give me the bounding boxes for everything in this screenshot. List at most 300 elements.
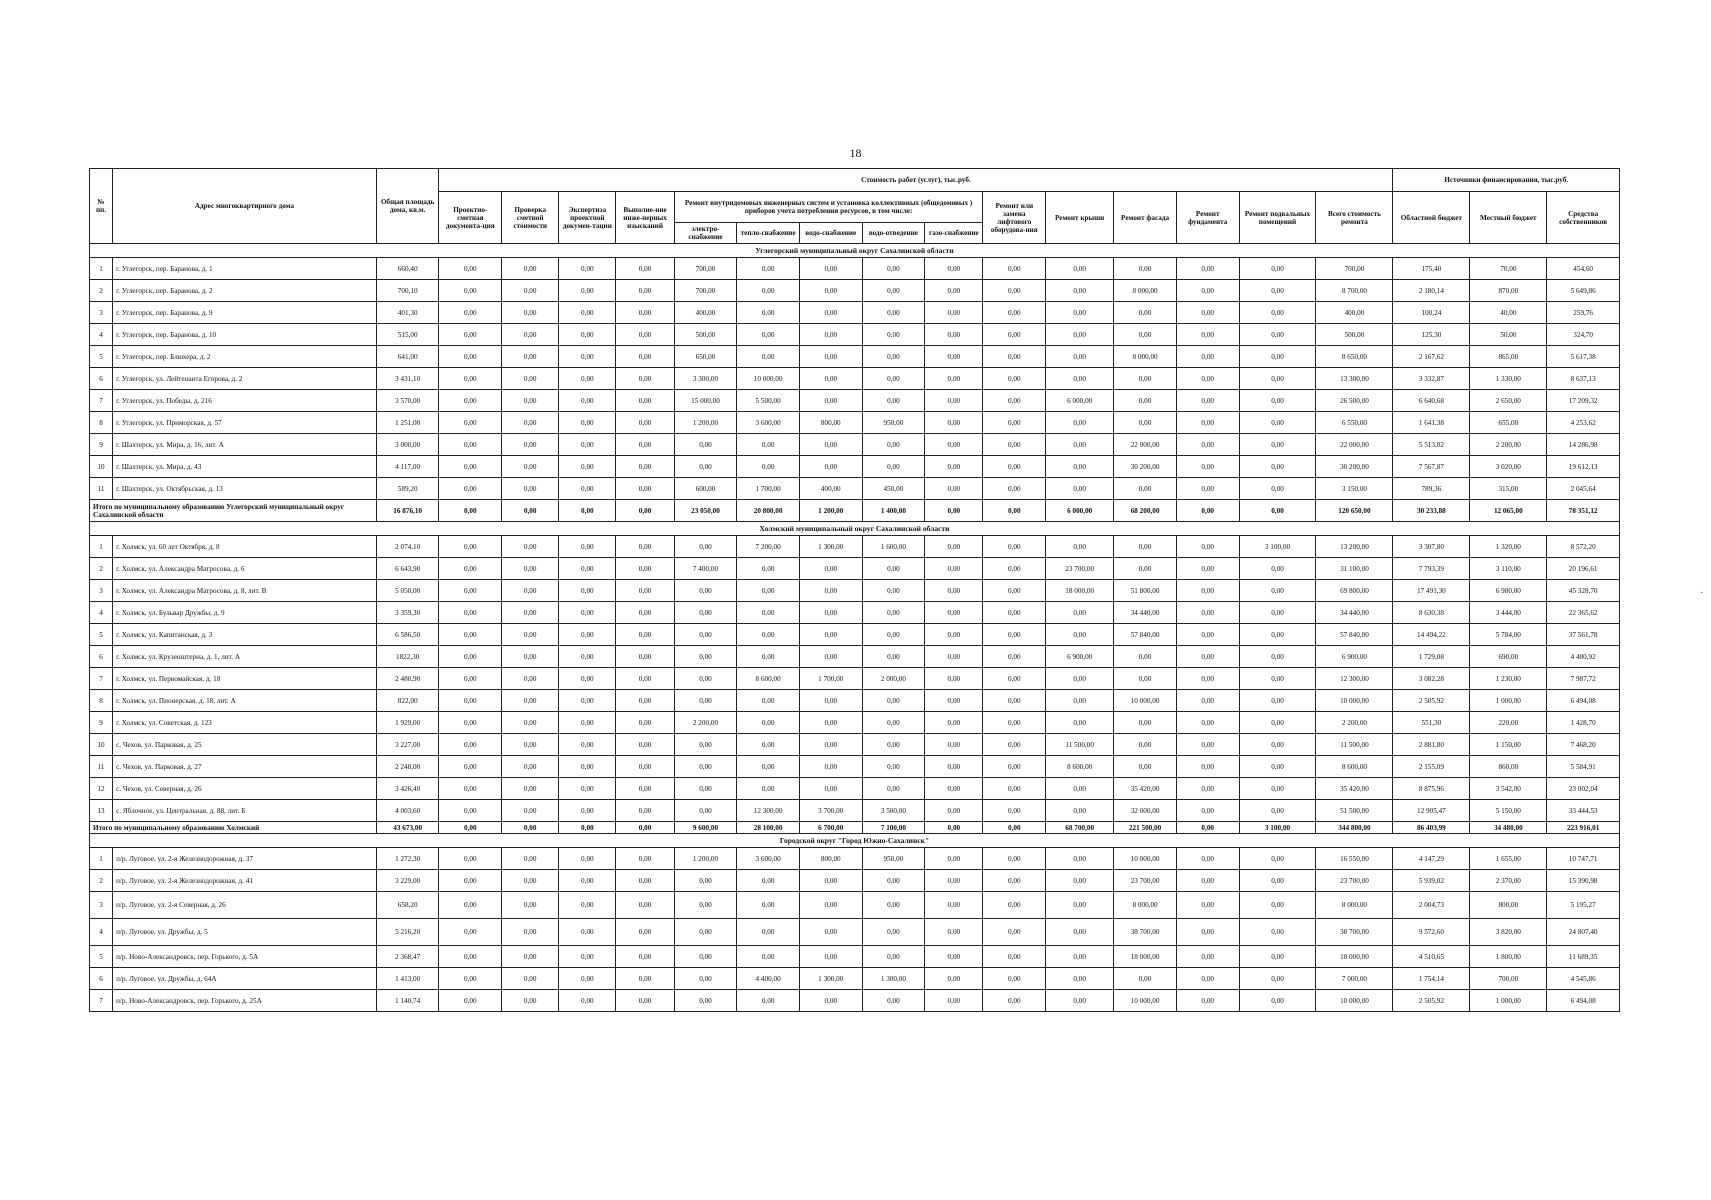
value-cell: 0,00 [559, 919, 616, 946]
value-cell: 0,00 [799, 390, 862, 412]
address-cell: г. Холмск, ул. Александра Матросова, д. 6 [113, 558, 377, 580]
value-cell: 0,00 [439, 258, 502, 280]
value-cell: 0,00 [862, 390, 925, 412]
value-cell: 0,00 [983, 346, 1046, 368]
value-cell: 0,00 [925, 919, 983, 946]
value-cell: 700,00 [1316, 258, 1393, 280]
value-cell: 3 500,00 [862, 800, 925, 822]
row-number: 3 [90, 302, 113, 324]
value-cell: 0,00 [616, 800, 674, 822]
row-number: 5 [90, 624, 113, 646]
value-cell: 0,00 [559, 558, 616, 580]
value-cell: 450,00 [862, 478, 925, 500]
value-cell: 0,00 [925, 324, 983, 346]
table-row [90, 280, 1620, 302]
value-cell: 0,00 [674, 690, 737, 712]
total-cell: 223 916,01 [1547, 822, 1620, 834]
address-cell: п/р. Ново-Александровск, пер. Горького, д. 5А [113, 946, 377, 968]
value-cell: 0,00 [1176, 800, 1239, 822]
table-row [90, 536, 1620, 558]
scan-mark: · [1700, 588, 1704, 599]
value-cell: 0,00 [502, 536, 559, 558]
value-cell: 658,20 [376, 892, 439, 919]
value-cell: 0,00 [502, 624, 559, 646]
value-cell: 0,00 [1046, 302, 1114, 324]
value-cell: 0,00 [616, 412, 674, 434]
value-cell: 0,00 [559, 946, 616, 968]
value-cell: 0,00 [502, 892, 559, 919]
value-cell: 0,00 [799, 602, 862, 624]
table-row [90, 456, 1620, 478]
table-row [90, 390, 1620, 412]
value-cell: 0,00 [502, 280, 559, 302]
value-cell: 0,00 [799, 280, 862, 302]
value-cell: 641,00 [376, 346, 439, 368]
section-header [90, 834, 1620, 848]
value-cell: 10 000,00 [1114, 690, 1177, 712]
total-label: Итого по муниципальному образованию Углегорский муниципальный округ Сахалинской области [90, 500, 377, 522]
value-cell: 0,00 [502, 434, 559, 456]
value-cell: 0,00 [1114, 390, 1177, 412]
value-cell: 0,00 [1239, 778, 1316, 800]
repair-program-table [89, 168, 1620, 1012]
header-basement: Ремонт подвальных помещений [1239, 192, 1316, 244]
value-cell: 0,00 [502, 580, 559, 602]
value-cell: 5 784,00 [1470, 624, 1547, 646]
value-cell: 0,00 [616, 734, 674, 756]
value-cell: 45 328,70 [1547, 580, 1620, 602]
value-cell: 0,00 [1046, 456, 1114, 478]
value-cell: 20 196,61 [1547, 558, 1620, 580]
value-cell: 0,00 [439, 712, 502, 734]
value-cell: 0,00 [925, 778, 983, 800]
value-cell: 8 630,38 [1393, 602, 1470, 624]
value-cell: 0,00 [1114, 412, 1177, 434]
address-cell: г. Углегорск, пер. Баранова, д. 9 [113, 302, 377, 324]
value-cell: 0,00 [559, 368, 616, 390]
value-cell: 0,00 [1239, 478, 1316, 500]
value-cell: 4 510,65 [1393, 946, 1470, 968]
value-cell: 0,00 [1046, 536, 1114, 558]
value-cell: 0,00 [983, 624, 1046, 646]
total-cell: 86 403,99 [1393, 822, 1470, 834]
value-cell: 0,00 [559, 756, 616, 778]
table-row [90, 602, 1620, 624]
value-cell: 38 700,00 [1316, 919, 1393, 946]
value-cell: 0,00 [502, 412, 559, 434]
value-cell: 0,00 [439, 456, 502, 478]
value-cell: 3 110,00 [1470, 558, 1547, 580]
value-cell: 11 689,35 [1547, 946, 1620, 968]
value-cell: 0,00 [1239, 892, 1316, 919]
value-cell: 0,00 [674, 778, 737, 800]
total-cell: 28 100,00 [737, 822, 800, 834]
total-cell: 68 200,00 [1114, 500, 1177, 522]
value-cell: 0,00 [983, 892, 1046, 919]
value-cell: 0,00 [737, 624, 800, 646]
value-cell: 8 650,00 [1316, 346, 1393, 368]
table-row [90, 258, 1620, 280]
row-number: 6 [90, 646, 113, 668]
value-cell: 0,00 [862, 602, 925, 624]
value-cell: 1822,30 [376, 646, 439, 668]
value-cell: 0,00 [616, 990, 674, 1012]
value-cell: 6 640,68 [1393, 390, 1470, 412]
total-cell: 120 650,00 [1316, 500, 1393, 522]
value-cell: 0,00 [559, 324, 616, 346]
table-row [90, 558, 1620, 580]
value-cell: 0,00 [983, 412, 1046, 434]
value-cell: 0,00 [1046, 690, 1114, 712]
row-number: 10 [90, 734, 113, 756]
value-cell: 0,00 [862, 624, 925, 646]
value-cell: 400,00 [674, 302, 737, 324]
value-cell: 0,00 [862, 456, 925, 478]
value-cell: 0,00 [1176, 624, 1239, 646]
value-cell: 0,00 [616, 280, 674, 302]
value-cell: 2 200,00 [1316, 712, 1393, 734]
value-cell: 0,00 [559, 390, 616, 412]
value-cell: 0,00 [439, 968, 502, 990]
value-cell: 0,00 [1046, 624, 1114, 646]
value-cell: 0,00 [674, 536, 737, 558]
value-cell: 3 600,00 [737, 848, 800, 870]
value-cell: 4 253,62 [1547, 412, 1620, 434]
address-cell: п/р. Ново-Александровск, пер. Горького, д. 25А [113, 990, 377, 1012]
row-number: 1 [90, 258, 113, 280]
value-cell: 22 000,00 [1316, 434, 1393, 456]
value-cell: 0,00 [1239, 412, 1316, 434]
value-cell: 0,00 [616, 478, 674, 500]
row-number: 1 [90, 536, 113, 558]
value-cell: 0,00 [1046, 668, 1114, 690]
value-cell: 0,00 [925, 892, 983, 919]
value-cell: 0,00 [799, 558, 862, 580]
value-cell: 3 444,00 [1470, 602, 1547, 624]
value-cell: 40,00 [1470, 302, 1547, 324]
value-cell: 0,00 [559, 800, 616, 822]
value-cell: 0,00 [983, 324, 1046, 346]
total-cell: 0,00 [1239, 500, 1316, 522]
value-cell: 0,00 [502, 390, 559, 412]
value-cell: 5 617,38 [1547, 346, 1620, 368]
address-cell: п/р. Луговое, ул. 2-я Железнодорожная, д. 37 [113, 848, 377, 870]
value-cell: 0,00 [1114, 668, 1177, 690]
value-cell: 1 000,00 [1470, 990, 1547, 1012]
header-project-docs: Проектно-сметная документа-ция [439, 192, 502, 244]
value-cell: 0,00 [799, 919, 862, 946]
value-cell: 822,00 [376, 690, 439, 712]
value-cell: 0,00 [799, 624, 862, 646]
value-cell: 3 300,00 [674, 368, 737, 390]
value-cell: 6 643,90 [376, 558, 439, 580]
value-cell: 0,00 [737, 919, 800, 946]
value-cell: 4 480,92 [1547, 646, 1620, 668]
value-cell: 6 550,00 [1316, 412, 1393, 434]
value-cell: 0,00 [1239, 558, 1316, 580]
total-cell: 0,00 [502, 822, 559, 834]
value-cell: 0,00 [737, 602, 800, 624]
value-cell: 3 542,00 [1470, 778, 1547, 800]
address-cell: п/р. Луговое, ул. 2-я Железнодорожная, д. 41 [113, 870, 377, 892]
value-cell: 3 150,00 [1316, 478, 1393, 500]
section-header [90, 522, 1620, 536]
value-cell: 0,00 [674, 968, 737, 990]
value-cell: 0,00 [737, 434, 800, 456]
value-cell: 3 082,28 [1393, 668, 1470, 690]
value-cell: 0,00 [925, 346, 983, 368]
value-cell: 2 000,00 [862, 668, 925, 690]
value-cell: 5 649,86 [1547, 280, 1620, 302]
value-cell: 30 200,00 [1114, 456, 1177, 478]
value-cell: 30 200,00 [1316, 456, 1393, 478]
value-cell: 6 980,00 [1470, 580, 1547, 602]
address-cell: г. Углегорск, пер. Баранова, д. 1 [113, 258, 377, 280]
value-cell: 0,00 [925, 756, 983, 778]
value-cell: 0,00 [1176, 734, 1239, 756]
value-cell: 700,00 [674, 280, 737, 302]
value-cell: 0,00 [616, 456, 674, 478]
value-cell: 1 641,38 [1393, 412, 1470, 434]
value-cell: 0,00 [616, 434, 674, 456]
value-cell: 0,00 [799, 756, 862, 778]
value-cell: 0,00 [1239, 919, 1316, 946]
value-cell: 0,00 [616, 646, 674, 668]
value-cell: 0,00 [1176, 946, 1239, 968]
value-cell: 0,00 [616, 258, 674, 280]
value-cell: 0,00 [616, 390, 674, 412]
total-cell: 43 673,00 [376, 822, 439, 834]
value-cell: 0,00 [559, 848, 616, 870]
value-cell: 16 550,00 [1316, 848, 1393, 870]
value-cell: 0,00 [862, 946, 925, 968]
value-cell: 0,00 [983, 478, 1046, 500]
value-cell: 0,00 [1239, 456, 1316, 478]
section-title: Холмский муниципальный округ Сахалинской области [90, 522, 1620, 536]
value-cell: 0,00 [1046, 919, 1114, 946]
value-cell: 0,00 [439, 390, 502, 412]
value-cell: 0,00 [983, 848, 1046, 870]
value-cell: 650,00 [674, 346, 737, 368]
value-cell: 0,00 [1239, 800, 1316, 822]
value-cell: 10 000,00 [1316, 990, 1393, 1012]
value-cell: 690,00 [1470, 646, 1547, 668]
value-cell: 0,00 [737, 324, 800, 346]
value-cell: 0,00 [439, 536, 502, 558]
value-cell: 0,00 [616, 558, 674, 580]
total-cell: 1 400,00 [862, 500, 925, 522]
value-cell: 6 586,50 [376, 624, 439, 646]
value-cell: 0,00 [1176, 390, 1239, 412]
total-row [90, 822, 1620, 834]
value-cell: 5 500,00 [737, 390, 800, 412]
value-cell: 0,00 [439, 690, 502, 712]
value-cell: 865,00 [1470, 346, 1547, 368]
value-cell: 0,00 [559, 346, 616, 368]
value-cell: 8 000,00 [1114, 346, 1177, 368]
value-cell: 400,00 [1316, 302, 1393, 324]
value-cell: 0,00 [737, 870, 800, 892]
value-cell: 0,00 [1176, 302, 1239, 324]
total-row [90, 500, 1620, 522]
value-cell: 0,00 [439, 646, 502, 668]
table-row [90, 946, 1620, 968]
table-row [90, 324, 1620, 346]
value-cell: 12 905,47 [1393, 800, 1470, 822]
value-cell: 2 045,64 [1547, 478, 1620, 500]
value-cell: 0,00 [983, 778, 1046, 800]
value-cell: 870,00 [1470, 280, 1547, 302]
value-cell: 0,00 [737, 690, 800, 712]
value-cell: 0,00 [616, 712, 674, 734]
value-cell: 0,00 [559, 624, 616, 646]
value-cell: 0,00 [616, 690, 674, 712]
value-cell: 0,00 [439, 580, 502, 602]
section-header [90, 244, 1620, 258]
total-cell: 30 233,88 [1393, 500, 1470, 522]
address-cell: г. Холмск, ул. Крузенштерна, д. 1, лит. А [113, 646, 377, 668]
row-number: 5 [90, 946, 113, 968]
value-cell: 0,00 [1046, 368, 1114, 390]
value-cell: 0,00 [925, 870, 983, 892]
value-cell: 0,00 [862, 870, 925, 892]
value-cell: 0,00 [559, 434, 616, 456]
value-cell: 6 494,08 [1547, 990, 1620, 1012]
value-cell: 0,00 [1176, 646, 1239, 668]
total-label: Итого по муниципальному образованию Холмский [90, 822, 377, 834]
value-cell: 0,00 [674, 456, 737, 478]
value-cell: 0,00 [1176, 668, 1239, 690]
value-cell: 0,00 [559, 302, 616, 324]
value-cell: 0,00 [862, 646, 925, 668]
value-cell: 57 840,00 [1316, 624, 1393, 646]
value-cell: 8 000,00 [1114, 280, 1177, 302]
value-cell: 1 300,00 [799, 968, 862, 990]
value-cell: 0,00 [616, 302, 674, 324]
table-row [90, 712, 1620, 734]
value-cell: 0,00 [1176, 368, 1239, 390]
value-cell: 0,00 [862, 778, 925, 800]
value-cell: 0,00 [983, 668, 1046, 690]
value-cell: 0,00 [559, 870, 616, 892]
total-cell: 0,00 [983, 500, 1046, 522]
table-row [90, 368, 1620, 390]
value-cell: 515,00 [376, 324, 439, 346]
value-cell: 0,00 [559, 580, 616, 602]
value-cell: 4 003,60 [376, 800, 439, 822]
total-cell: 6 000,00 [1046, 500, 1114, 522]
value-cell: 31 100,00 [1316, 558, 1393, 580]
value-cell: 0,00 [674, 646, 737, 668]
value-cell: 2 004,73 [1393, 892, 1470, 919]
value-cell: 13 200,00 [1316, 536, 1393, 558]
value-cell: 0,00 [1114, 734, 1177, 756]
value-cell: 0,00 [1239, 646, 1316, 668]
value-cell: 0,00 [799, 324, 862, 346]
value-cell: 0,00 [862, 690, 925, 712]
value-cell: 23 002,04 [1547, 778, 1620, 800]
value-cell: 11 500,00 [1316, 734, 1393, 756]
value-cell: 0,00 [674, 668, 737, 690]
value-cell: 0,00 [1176, 690, 1239, 712]
value-cell: 0,00 [1176, 756, 1239, 778]
value-cell: 0,00 [737, 946, 800, 968]
section-title: Углегорский муниципальный округ Сахалинской области [90, 244, 1620, 258]
value-cell: 100,24 [1393, 302, 1470, 324]
value-cell: 175,40 [1393, 258, 1470, 280]
value-cell: 3 820,00 [1470, 919, 1547, 946]
value-cell: 454,60 [1547, 258, 1620, 280]
value-cell: 0,00 [1114, 712, 1177, 734]
table-row [90, 478, 1620, 500]
total-cell: 16 876,10 [376, 500, 439, 522]
total-cell: 0,00 [502, 500, 559, 522]
value-cell: 12 300,00 [1316, 668, 1393, 690]
value-cell: 0,00 [439, 848, 502, 870]
value-cell: 35 420,00 [1316, 778, 1393, 800]
value-cell: 0,00 [1239, 580, 1316, 602]
value-cell: 1 251,00 [376, 412, 439, 434]
value-cell: 0,00 [1114, 558, 1177, 580]
value-cell: 18 000,00 [1114, 946, 1177, 968]
value-cell: 0,00 [502, 990, 559, 1012]
value-cell: 0,00 [1239, 346, 1316, 368]
value-cell: 0,00 [862, 324, 925, 346]
value-cell: 789,36 [1393, 478, 1470, 500]
row-number: 7 [90, 390, 113, 412]
value-cell: 0,00 [862, 756, 925, 778]
value-cell: 35 420,00 [1114, 778, 1177, 800]
value-cell: 57 840,00 [1114, 624, 1177, 646]
value-cell: 0,00 [799, 434, 862, 456]
header-finance-group: Источники финансирования, тыс.руб. [1393, 169, 1620, 192]
value-cell: 18 000,00 [1316, 946, 1393, 968]
value-cell: 0,00 [925, 624, 983, 646]
row-number: 9 [90, 434, 113, 456]
value-cell: 8 875,96 [1393, 778, 1470, 800]
value-cell: 0,00 [616, 368, 674, 390]
value-cell: 0,00 [502, 690, 559, 712]
value-cell: 0,00 [674, 756, 737, 778]
value-cell: 0,00 [1114, 478, 1177, 500]
value-cell: 0,00 [502, 946, 559, 968]
value-cell: 3 332,87 [1393, 368, 1470, 390]
value-cell: 0,00 [1176, 778, 1239, 800]
value-cell: 0,00 [559, 602, 616, 624]
value-cell: 0,00 [862, 892, 925, 919]
total-cell: 68 700,00 [1046, 822, 1114, 834]
value-cell: 0,00 [1239, 668, 1316, 690]
value-cell: 0,00 [1046, 778, 1114, 800]
header-local: Местный бюджет [1470, 192, 1547, 244]
value-cell: 1 428,70 [1547, 712, 1620, 734]
value-cell: 0,00 [674, 870, 737, 892]
row-number: 4 [90, 324, 113, 346]
value-cell: 3 359,30 [376, 602, 439, 624]
value-cell: 0,00 [862, 434, 925, 456]
value-cell: 860,00 [1470, 756, 1547, 778]
table-row [90, 302, 1620, 324]
value-cell: 0,00 [674, 892, 737, 919]
value-cell: 0,00 [925, 580, 983, 602]
address-cell: г. Углегорск, ул. Приморская, д. 57 [113, 412, 377, 434]
header-electricity: электро-снабжение [674, 223, 737, 244]
value-cell: 0,00 [862, 302, 925, 324]
value-cell: 1 655,00 [1470, 848, 1547, 870]
value-cell: 0,00 [1176, 456, 1239, 478]
total-cell: 0,00 [559, 500, 616, 522]
table-row [90, 800, 1620, 822]
